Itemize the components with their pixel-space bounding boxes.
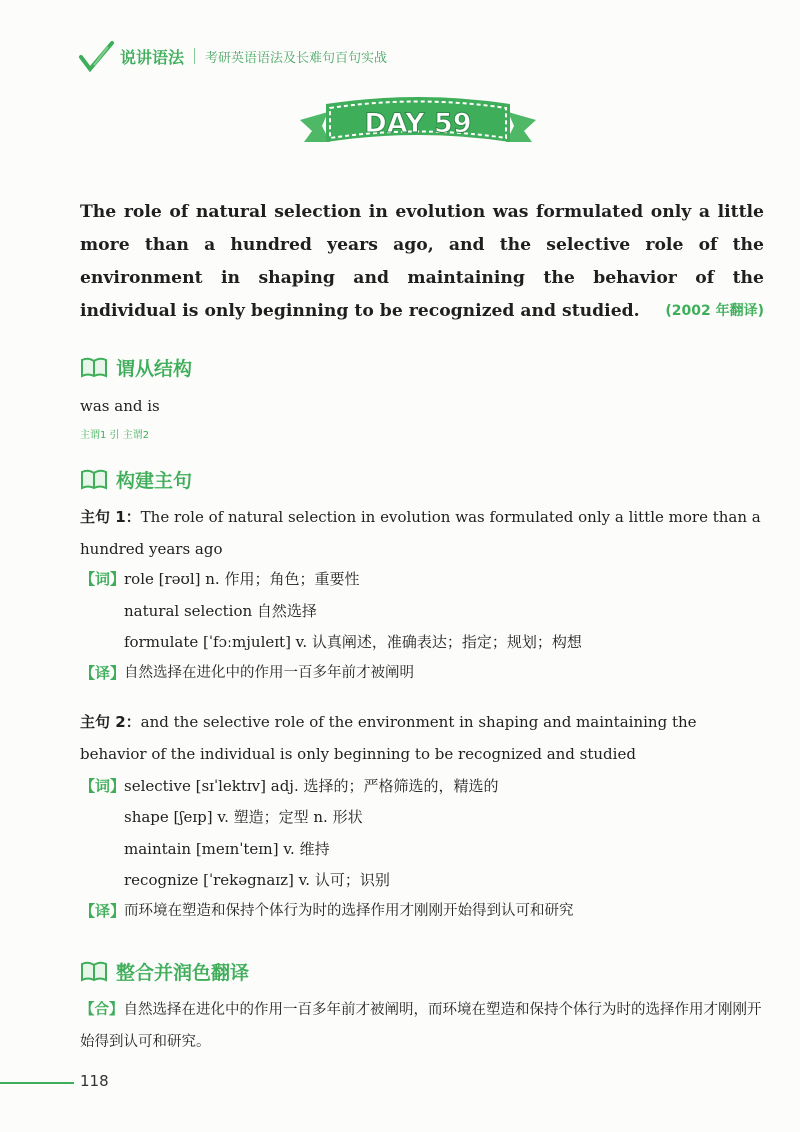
vocab-item: natural selection 自然选择 bbox=[124, 602, 317, 620]
translation-2: 而环境在塑造和保持个体行为时的选择作用才刚刚开始得到认可和研究 bbox=[124, 903, 574, 919]
brand-title: 说讲语法 bbox=[120, 47, 185, 67]
vocab-item: selective [sɪˈlektɪv] adj. 选择的；严格筛选的，精选的 bbox=[124, 777, 499, 795]
vocab-item: shape [ʃeɪp] v. 塑造；定型 n. 形状 bbox=[124, 808, 363, 826]
main-clause-2-label: 主句 2： bbox=[80, 713, 141, 731]
main-clause-1-label: 主句 1： bbox=[80, 508, 141, 526]
translation-1: 自然选择在进化中的作用一百多年前才被阐明 bbox=[124, 665, 414, 681]
section-title-final: 整合并润色翻译 bbox=[80, 956, 249, 986]
book-icon bbox=[80, 960, 108, 982]
sentence-text: The role of natural selection in evolution was formulated only a little more than a hundred years ago, and the selective role of the environment in shaping and maintaining the behavior of the individual is only beginning to be recognized and studied. bbox=[80, 202, 764, 321]
final-tag: 【合】 bbox=[80, 1002, 124, 1018]
day-label: DAY 59 bbox=[364, 108, 472, 139]
predicate-line: was and is bbox=[80, 397, 160, 415]
main-clause-1-text: The role of natural selection in evolution was formulated only a little more than a hundred years ago bbox=[80, 508, 761, 558]
trans-tag-1: 【译】 bbox=[80, 664, 126, 682]
vocab-item: maintain [meɪnˈteɪn] v. 维持 bbox=[124, 840, 330, 858]
section-title-build: 构建主句 bbox=[80, 464, 192, 494]
page-number: 118 bbox=[80, 1072, 109, 1090]
final-text: 自然选择在进化中的作用一百多年前才被阐明，而环境在塑造和保持个体行为时的选择作用才刚刚开始得到认可和研究。 bbox=[80, 1002, 762, 1050]
section-title-predicate: 谓从结构 bbox=[80, 352, 192, 382]
trans-tag-2: 【译】 bbox=[80, 902, 126, 920]
vocab-item: formulate [ˈfɔːmjuleɪt] v. 认真阐述，准确表达；指定；规划；构想 bbox=[124, 633, 582, 651]
day-banner bbox=[300, 90, 536, 160]
book-icon bbox=[80, 356, 108, 378]
vocab-item: recognize [ˈrekəgnaɪz] v. 认可；识别 bbox=[124, 871, 390, 889]
header-divider bbox=[194, 48, 195, 64]
final-translation bbox=[80, 994, 764, 1058]
long-sentence bbox=[80, 196, 764, 328]
book-icon bbox=[80, 468, 108, 490]
main-clause-2 bbox=[80, 706, 764, 770]
vocab-tag-2: 【词】 bbox=[80, 777, 126, 795]
vocab-item: role [rəʊl] n. 作用；角色；重要性 bbox=[124, 570, 360, 588]
book-subtitle: 考研英语语法及长难句百句实战 bbox=[205, 50, 388, 66]
predicate-note: 主谓1 引 主谓2 bbox=[80, 430, 150, 441]
running-header bbox=[78, 38, 387, 74]
pencil-check-icon bbox=[78, 39, 116, 73]
footer-rule bbox=[0, 1082, 74, 1084]
main-clause-1 bbox=[80, 501, 764, 565]
exam-source: (2002 年翻译) bbox=[665, 303, 764, 319]
main-clause-2-text: and the selective role of the environment in shaping and maintaining the behavior of the individual is only beginning to be recognized and studied bbox=[80, 713, 697, 763]
vocab-tag-1: 【词】 bbox=[80, 570, 126, 588]
